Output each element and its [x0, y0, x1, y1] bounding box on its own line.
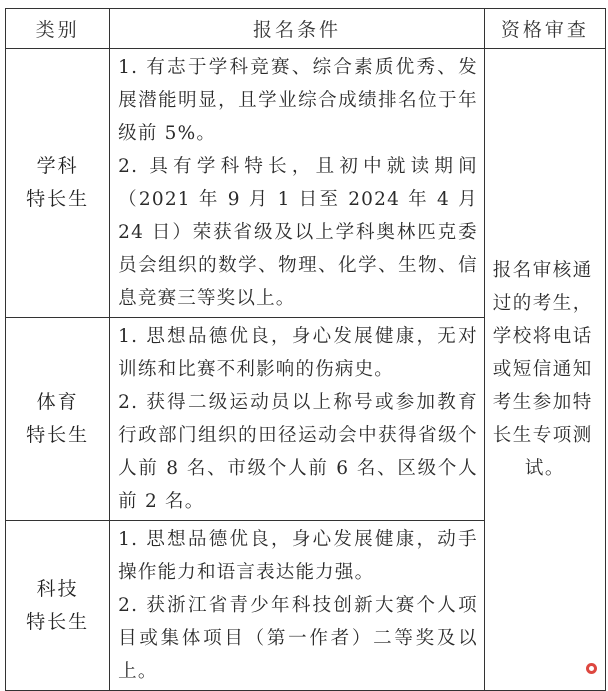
category-label-line1: 科技: [36, 577, 79, 600]
condition-item: 2. 获浙江省青少年科技创新大赛个人项目或集体项目（第一作者）二等奖及以上。: [118, 595, 478, 682]
category-cell-academic: [6, 49, 110, 318]
conditions-cell-academic: [110, 49, 485, 318]
admission-criteria-table: [5, 8, 606, 691]
category-cell-technology: [6, 521, 110, 691]
condition-item: 2. 具有学科特长，且初中就读期间（2021 年 9 月 1 日至 2024 年 4 月 24 日）荣获省级及以上学科奥林匹克委员会组织的数学、物理、化学、生物、信息竞赛三等奖以上。: [118, 156, 478, 309]
conditions-cell-technology: [110, 521, 485, 691]
category-label-line2: 特长生: [26, 424, 90, 446]
review-text-end: 试。: [524, 458, 565, 479]
watermark: [586, 663, 600, 674]
condition-item: 1. 思想品德优良，身心发展健康，动手操作能力和语言表达能力强。: [118, 529, 478, 583]
header-conditions: 报名条件: [110, 9, 485, 49]
condition-item: 1. 有志于学科竞赛、综合素质优秀、发展潜能明显，且学业综合成绩排名位于年级前 5%。: [118, 57, 478, 144]
category-label-line1: 体育: [36, 391, 79, 413]
header-category: 类别: [6, 9, 110, 49]
condition-item: 2. 获得二级运动员以上称号或参加教育行政部门组织的田径运动会中获得省级个人前 8 名、市级个人前 6 名、区级个人前 2 名。: [118, 392, 478, 512]
review-cell: [484, 49, 605, 691]
header-row: [6, 9, 606, 49]
red-circle-logo-icon: [586, 663, 597, 674]
condition-item: 1. 思想品德优良，身心发展健康，无对训练和比赛不利影响的伤病史。: [118, 326, 478, 380]
table-row-academic: [6, 49, 606, 318]
header-review: 资格审查: [484, 9, 605, 49]
category-label-line2: 特长生: [26, 188, 90, 210]
category-cell-sports: [6, 318, 110, 521]
conditions-cell-sports: [110, 318, 485, 521]
category-label-line2: 特长生: [26, 610, 90, 633]
review-text: 报名审核通过的考生，学校将电话或短信通知考生参加特长生专项测: [492, 260, 593, 446]
category-label-line1: 学科: [36, 155, 79, 177]
